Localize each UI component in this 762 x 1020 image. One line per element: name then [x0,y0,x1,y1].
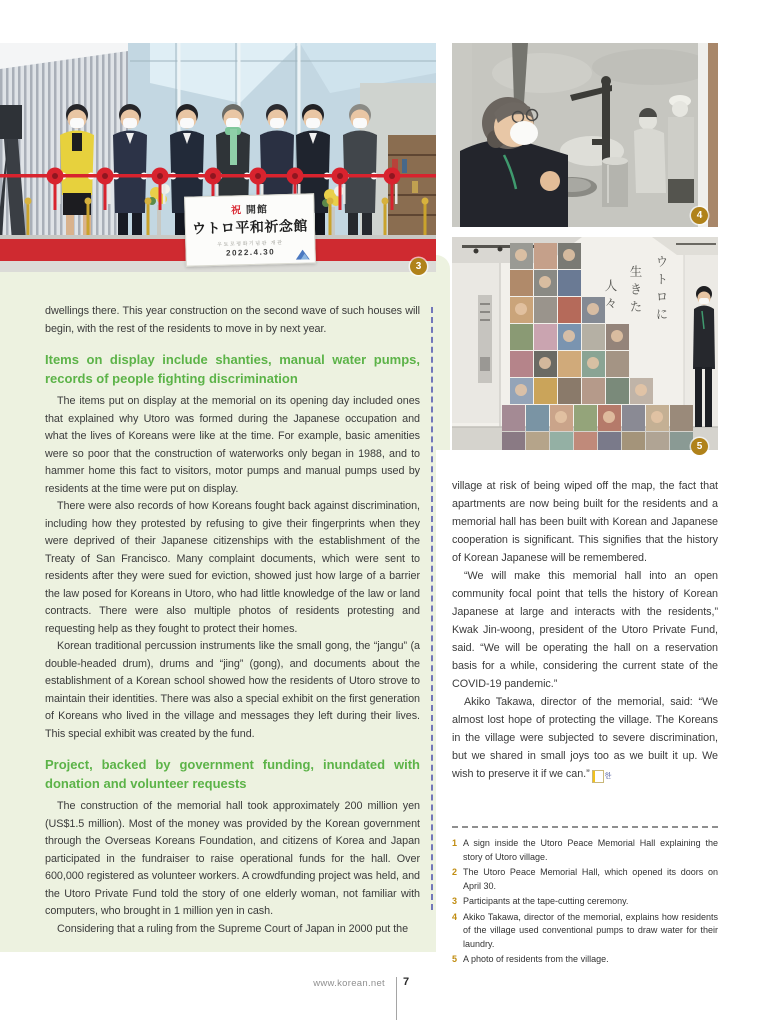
footer-website-url: www.korean.net [313,978,385,989]
opening-ceremony-sign [184,193,316,266]
paragraph: village at risk of being wiped off the map, the fact that apartments are now being built for the residents and a memorial hall has been built with Korean and Japanese cooperation is significant. This signifies that the history of Korean Japanese will be remembered. [452,480,718,564]
photo-tape-cutting-ceremony [0,43,436,272]
photo-portrait-collage-wall [452,237,718,450]
sign-date: 2022.4.30 [225,247,276,258]
section-heading-project-funding: Project, backed by government funding, inundated with donation and volunteer requests [45,757,420,791]
paragraph: The construction of the memorial hall took approximately 200 million yen (US$1.5 million). Most of the money was provided by the Korean government through the Overseas Koreans Foundation, and citizens of Korea and Japan participated in the fundraiser to raise operational funds for the hall. Over 600,000 registered as volunteer workers. A crowdfunding project was held, and the Utoro Private Fund told the story of one elderly woman, not familiar with computers, who brought in 1 million yen in cash. [45,800,420,917]
wall-text-hitobito: 人々 [603,279,617,314]
caption-text: Akiko Takawa, director of the memorial, explains how residents of the village used conventional pumps to draw water for their laundry. [463,911,718,949]
paragraph: Considering that a ruling from the Supreme Court of Japan in 2000 put the [57,922,409,935]
section-heading-items-on-display: Items on display include shanties, manual water pumps, records of people fighting discrimination [45,352,420,386]
column-divider-dashed-line [431,307,433,910]
caption-text: A sign inside the Utoro Peace Memorial Hall explaining the story of Utoro village. [463,838,718,862]
caption-text: The Utoro Peace Memorial Hall, which opened its doors on April 30. [463,867,718,891]
caption-number: 1 [452,838,458,848]
photo-number-badge-5: 5 [691,438,708,455]
paragraph: The items put on display at the memorial on its opening day included ones that explained why Utoro was formed during the Japanese occupation and what the lives of Koreans were like at the time. For example, basic amenities were so poor that the construction of waterworks only began in 1988, and to hammer home this fact to visitors, motor pumps and manual pumps used by residents at the time were put on display. [45,395,420,495]
pump-photo-art [452,43,718,227]
paragraph-text: Akiko Takawa, director of the memorial, said: “We almost lost hope of protecting the village. The Koreans in the village were subjected to severe discrimination, but we shared in small joys too as we built it up. We wish to preserve it if we can.” [452,696,718,780]
wall-text-utoro-ni: ウトロに [654,255,668,325]
photo-number-badge-4: 4 [691,207,708,224]
photo-caption-list [452,826,718,969]
footer-divider-line [396,977,397,1020]
caption-number: 3 [452,896,458,906]
caption-number: 5 [452,954,458,964]
photo-director-pump-exhibit [452,43,718,227]
article-right-column [452,477,718,783]
footer-page-number: 7 [403,976,410,988]
caption-text: Participants at the tape-cutting ceremony. [463,896,629,906]
paragraph-with-endmark [452,693,718,783]
caption-item-2 [452,866,718,893]
caption-number: 4 [452,911,458,922]
sign-subtitle: 우토로평화기념관 개관 [217,240,284,248]
wall-text-ikita: 生きた [628,265,642,318]
sign-celebration-line: 祝 開館 [230,204,269,217]
paragraph: Korean traditional percussion instruments like the small gong, the “jangu” (a double-headed drum), drums and “jing” (gong), and documents about the establishment of a Korean school showed how the residents of Utoro strove to maintain their identities. There was also a special exhibit on the first generation of Koreans who lived in the village and messages they left during their lives. This special exhibit was created by the fund. [45,640,420,740]
article-left-column [45,303,420,938]
photo-number-badge-3: 3 [410,258,427,275]
sign-hall-title: ウトロ平和祈念館 [191,217,309,237]
caption-item-4 [452,911,718,952]
caption-item-3 [452,895,718,909]
article-end-mark-icon: 한 [592,770,604,783]
paragraph: There were also records of how Koreans fought back against discrimination, including how they protested by refusing to give their fingerprints when they were deprived of their Japanese citizenships with the establishment of the Treaty of San Francisco. Many complaint documents, which were sent to residents after they were sued for eviction, showed just how large of a barrier the law posed for Koreans in Utoro, who had little knowledge of the law or land contracts. There were also multiple photos of residents protesting and requesting help as they fought to protect their homes. [45,500,420,635]
caption-item-5 [452,953,718,967]
collage-photo-art [452,237,718,450]
sign-logo-icon [296,249,310,259]
caption-text: A photo of residents from the village. [463,954,609,964]
caption-item-1 [452,837,718,864]
paragraph-intro: dwellings there. This year construction on the second wave of such houses will begin, with the rest of the residents to move in by next year. [45,305,420,335]
paragraph: “We will make this memorial hall into an open community focal point that tells the history of Korean Japanese at large and interacts with the residents,” Kwak Jin-woong, president of the Utoro Private Fund, said. “We will be operating the hall on a reservation basis for a while, considering the current state of the COVID-19 pandemic.” [452,570,718,690]
caption-number: 2 [452,867,458,877]
